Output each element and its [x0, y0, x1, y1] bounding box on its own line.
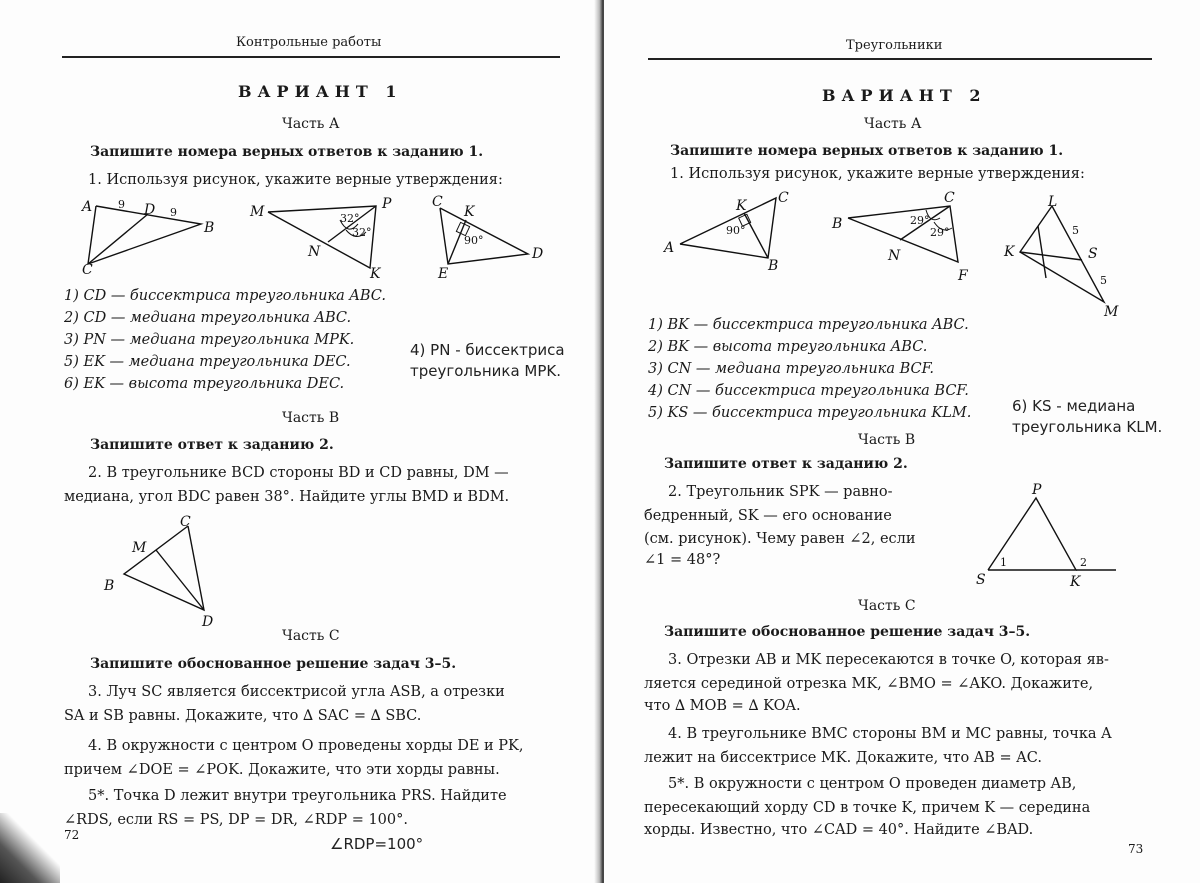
fig-label-d2: D — [532, 246, 544, 262]
left-header-rule — [62, 56, 560, 58]
left-answer-5: 5) EK — медиана треугольника DEC. — [64, 354, 351, 370]
fig-label-9-first: 9 — [118, 198, 125, 211]
left-answer-3: 3) PN — медиана треугольника MPK. — [64, 332, 355, 348]
right-task-5-line-1: 5*. В окружности с центром O проведен диаметр AB, — [668, 776, 1077, 792]
left-part-b-heading: Часть В — [282, 410, 340, 426]
fig-label-a: A — [82, 199, 93, 215]
fig-r-label-l: L — [1048, 194, 1058, 210]
fig-r-label-n: N — [888, 248, 901, 264]
right-answer-4: 4) CN — биссектриса треугольника BCF. — [648, 383, 969, 399]
right-task-4-line-1: 4. В треугольнике BMC стороны BM и MC равны, точка A — [668, 726, 1112, 742]
right-figure-bcf — [826, 188, 976, 284]
right-instruction-3: Запишите обоснованное решение задач 3–5. — [664, 624, 1031, 640]
left-handwritten-note-2: ∠RDP=100° — [330, 835, 424, 853]
fig-label-e: E — [438, 266, 449, 282]
left-figure-mpk — [248, 196, 398, 286]
fig-r-label-m: M — [1104, 304, 1119, 320]
left-task-4-line-2: причем ∠DOE = ∠POK. Докажите, что эти хорды равны. — [64, 762, 500, 778]
fig-r-len-5-first: 5 — [1072, 224, 1079, 237]
fig-label-k2: K — [464, 204, 475, 220]
right-variant-title: ВАРИАНТ 2 — [822, 86, 987, 105]
fig-angle-32-first: 32° — [340, 212, 360, 225]
fig-label-k: K — [370, 266, 381, 282]
left-answer-6: 6) EK — высота треугольника DEC. — [64, 376, 345, 392]
fig-angle-32-second: 32° — [352, 226, 372, 239]
left-part-c-heading: Часть С — [282, 628, 340, 644]
left-running-header: Контрольные работы — [236, 35, 382, 50]
left-instruction-3: Запишите обоснованное решение задач 3–5. — [90, 656, 457, 672]
right-task-3-line-2: ляется серединой отрезка MK, ∠BMO = ∠AKO. Докажите, — [644, 676, 1094, 692]
fig-label-d: D — [144, 202, 156, 218]
left-task-3-line-2: SA и SB равны. Докажите, что ∆ SAC = ∆ SBC. — [64, 708, 422, 724]
left-task-5-line-1: 5*. Точка D лежит внутри треугольника PRS. Найдите — [88, 788, 507, 804]
right-task-2-line-2: бедренный, SK — его основание — [644, 508, 892, 524]
right-answer-5: 5) KS — биссектриса треугольника KLM. — [648, 405, 972, 421]
fig-r-label-k4: K — [1070, 574, 1081, 590]
left-task-3-line-1: 3. Луч SC является биссектрисой угла ASB, а отрезки — [88, 684, 505, 700]
left-answer-1: 1) CD — биссектриса треугольника ABC. — [64, 288, 386, 304]
fig-label-n: N — [308, 244, 321, 260]
left-variant-title: ВАРИАНТ 1 — [238, 82, 403, 101]
right-running-header: Треугольники — [846, 38, 943, 53]
fig-label-p: P — [382, 196, 392, 212]
right-task-5-line-3: хорды. Известно, что ∠CAD = 40°. Найдите ∠BAD. — [644, 822, 1034, 838]
fig-angle-90: 90° — [464, 234, 484, 247]
fig-r-label-c2: C — [944, 190, 955, 206]
fig-r-label-b: B — [768, 258, 779, 274]
fig-label-c3: C — [180, 514, 191, 530]
right-answer-1: 1) BK — биссектриса треугольника ABC. — [648, 317, 969, 333]
fig-r-label-c: C — [778, 190, 789, 206]
right-task-2-line-1: 2. Треугольник SPK — равно- — [668, 484, 893, 500]
left-answer-2: 2) CD — медиана треугольника ABC. — [64, 310, 352, 326]
right-task-2-line-3: (см. рисунок). Чему равен ∠2, если — [644, 531, 916, 547]
fig-r-angle-90: 90° — [726, 224, 746, 237]
page-corner-shadow — [0, 813, 60, 883]
fig-r-label-p: P — [1032, 482, 1042, 498]
right-figure-spk — [966, 480, 1126, 590]
right-part-b-heading: Часть В — [858, 432, 916, 448]
right-part-c-heading: Часть С — [858, 598, 916, 614]
fig-r-label-s4: S — [976, 572, 986, 588]
fig-r-label-k3: K — [1004, 244, 1015, 260]
fig-label-d3: D — [202, 614, 214, 630]
right-task-4-line-2: лежит на биссектрисе MK. Докажите, что AB = AC. — [644, 750, 1042, 766]
left-instruction-2: Запишите ответ к заданию 2. — [90, 437, 334, 453]
fig-label-b3: B — [104, 578, 115, 594]
right-figure-abc — [660, 188, 810, 278]
right-answer-3: 3) CN — медиана треугольника BCF. — [648, 361, 935, 377]
right-instruction-1: Запишите номера верных ответов к заданию 1. — [670, 143, 1064, 159]
fig-label-b: B — [204, 220, 215, 236]
left-task-1: 1. Используя рисунок, укажите верные утверждения: — [88, 172, 503, 188]
right-page-number: 73 — [1128, 842, 1144, 856]
fig-label-m: M — [250, 204, 265, 220]
right-instruction-2: Запишите ответ к заданию 2. — [664, 456, 908, 472]
fig-r-angle-1: 1 — [1000, 556, 1007, 569]
left-figure-dec — [428, 196, 558, 286]
right-part-a-heading: Часть А — [864, 116, 922, 132]
fig-label-9-second: 9 — [170, 206, 177, 219]
fig-r-label-b2: B — [832, 216, 843, 232]
left-part-a-heading: Часть А — [282, 116, 340, 132]
left-figure-abc — [78, 196, 228, 278]
right-task-5-line-2: пересекающий хорду CD в точке K, причем K — середина — [644, 800, 1091, 816]
left-task-2-line-1: 2. В треугольнике BCD стороны BD и CD равны, DM — — [88, 465, 509, 481]
right-answer-2: 2) BK — высота треугольника ABC. — [648, 339, 928, 355]
fig-r-angle-2: 2 — [1080, 556, 1087, 569]
left-instruction-1: Запишите номера верных ответов к заданию 1. — [90, 144, 484, 160]
left-task-2-line-2: медиана, угол BDC равен 38°. Найдите углы BMD и BDM. — [64, 489, 510, 505]
left-handwritten-note: 4) PN - биссектриса треугольника MPK. — [410, 341, 565, 380]
fig-r-label-k: K — [736, 198, 747, 214]
left-page-number: 72 — [64, 828, 80, 842]
right-task-1: 1. Используя рисунок, укажите верные утверждения: — [670, 166, 1085, 182]
left-task-4-line-1: 4. В окружности с центром O проведены хорды DE и PK, — [88, 738, 524, 754]
right-handwritten-note: 6) KS - медиана треугольника KLM. — [1012, 397, 1163, 436]
left-figure-bcd — [100, 512, 230, 632]
fig-label-c2: C — [432, 194, 443, 210]
right-header-rule — [648, 58, 1152, 60]
fig-r-angle-29-first: 29° — [910, 214, 930, 227]
fig-r-angle-29-second: 29° — [930, 226, 950, 239]
right-task-2-line-4: ∠1 = 48°? — [644, 552, 721, 568]
right-page — [604, 0, 1200, 883]
fig-r-label-a: A — [664, 240, 675, 256]
fig-r-label-f: F — [958, 268, 968, 284]
right-task-3-line-3: что ∆ MOB = ∆ KOA. — [644, 698, 801, 714]
right-figure-klm — [1000, 192, 1130, 322]
right-task-3-line-1: 3. Отрезки AB и MK пересекаются в точке O, которая яв- — [668, 652, 1109, 668]
fig-label-c: C — [82, 262, 93, 278]
left-task-5-line-2: ∠RDS, если RS = PS, DP = DR, ∠RDP = 100°. — [64, 812, 408, 828]
fig-r-len-5-second: 5 — [1100, 274, 1107, 287]
fig-label-m3: M — [132, 540, 147, 556]
fig-r-label-s: S — [1088, 246, 1098, 262]
